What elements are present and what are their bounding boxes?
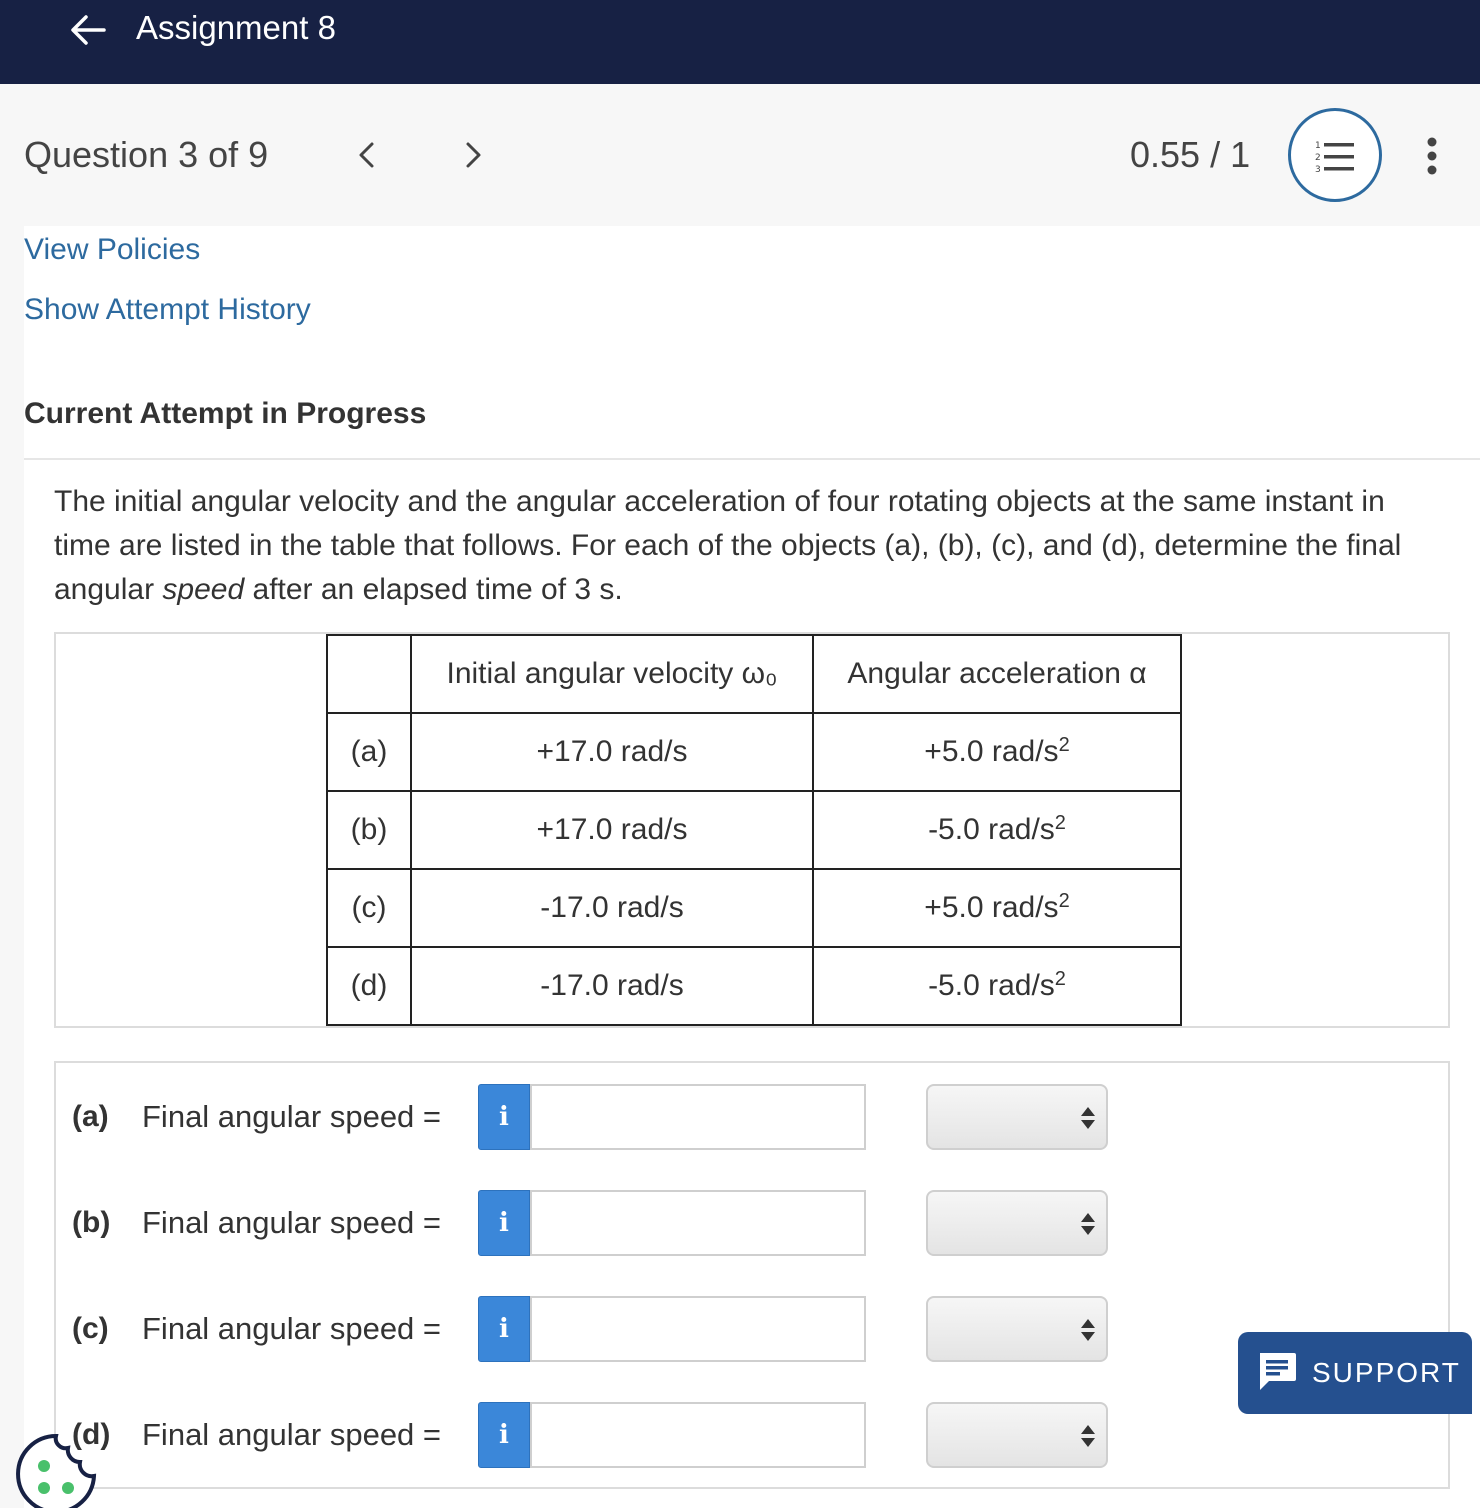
answer-input-c[interactable] xyxy=(530,1296,866,1362)
acceleration-exponent: 2 xyxy=(1058,890,1070,912)
left-gutter xyxy=(0,226,24,1508)
acceleration-cell xyxy=(813,791,1181,869)
svg-text:3: 3 xyxy=(1315,165,1321,175)
acceleration-exponent: 2 xyxy=(1054,812,1066,834)
initial-velocity-cell: -17.0 rad/s xyxy=(411,947,813,1025)
initial-velocity-cell: +17.0 rad/s xyxy=(411,791,813,869)
question-score: 0.55 / 1 xyxy=(1130,134,1251,175)
acceleration-value: -5.0 rad/s xyxy=(928,813,1055,846)
select-arrows-icon xyxy=(1080,1106,1096,1130)
svg-text:2: 2 xyxy=(1315,153,1321,163)
acceleration-value: +5.0 rad/s xyxy=(924,891,1059,924)
part-label: (a) xyxy=(72,1100,109,1133)
answer-input-d[interactable] xyxy=(530,1402,866,1468)
initial-velocity-cell: -17.0 rad/s xyxy=(411,869,813,947)
table-header-row xyxy=(327,635,1181,713)
table-row xyxy=(327,869,1181,947)
question-counter: Question 3 of 9 xyxy=(24,134,269,175)
cookie-settings-icon[interactable] xyxy=(14,1432,100,1508)
data-table-container xyxy=(54,632,1450,1028)
more-options-icon[interactable] xyxy=(1418,136,1446,176)
row-label: (a) xyxy=(327,713,411,791)
select-arrows-icon xyxy=(1080,1212,1096,1236)
show-attempt-history-link[interactable]: Show Attempt History xyxy=(24,293,311,326)
answer-input-b[interactable] xyxy=(530,1190,866,1256)
data-table xyxy=(326,634,1182,1026)
part-label: (b) xyxy=(72,1206,111,1239)
next-question-icon[interactable] xyxy=(456,138,490,172)
row-label: (b) xyxy=(327,791,411,869)
row-label: (c) xyxy=(327,869,411,947)
info-button[interactable]: i xyxy=(478,1190,530,1256)
unit-select-d[interactable] xyxy=(926,1402,1108,1468)
table-row xyxy=(327,791,1181,869)
question-text xyxy=(54,480,1444,612)
table-header-cell: Angular acceleration α xyxy=(813,635,1181,713)
part-label: (c) xyxy=(72,1312,109,1345)
acceleration-cell xyxy=(813,713,1181,791)
answer-label: Final angular speed = xyxy=(142,1311,442,1346)
answer-label: Final angular speed = xyxy=(142,1099,442,1134)
answer-label: Final angular speed = xyxy=(142,1205,442,1240)
table-row xyxy=(327,947,1181,1025)
section-divider xyxy=(24,458,1480,460)
info-button[interactable]: i xyxy=(478,1296,530,1362)
question-nav-bar xyxy=(0,84,1480,226)
answer-section xyxy=(54,1061,1450,1489)
acceleration-exponent: 2 xyxy=(1058,734,1070,756)
info-button[interactable]: i xyxy=(478,1084,530,1150)
part-label: (d) xyxy=(72,1418,111,1451)
question-text-after: after an elapsed time of 3 s. xyxy=(244,573,623,606)
acceleration-cell xyxy=(813,869,1181,947)
svg-text:1: 1 xyxy=(1315,141,1321,151)
answer-input-a[interactable] xyxy=(530,1084,866,1150)
question-text-before: The initial angular velocity and the angular acceleration of four rotating objects at the same instant in time are listed in the table that follows. For each of the objects (a), (b), (c), and (d), determine the final angular xyxy=(54,485,1402,606)
support-label: SUPPORT xyxy=(1312,1357,1461,1388)
view-policies-link[interactable]: View Policies xyxy=(24,233,201,266)
acceleration-value: -5.0 rad/s xyxy=(928,969,1055,1002)
previous-question-icon[interactable] xyxy=(350,138,384,172)
attempt-heading: Current Attempt in Progress xyxy=(24,397,427,430)
unit-select-a[interactable] xyxy=(926,1084,1108,1150)
select-arrows-icon xyxy=(1080,1318,1096,1342)
answer-row-a xyxy=(56,1084,1452,1150)
back-arrow-icon[interactable] xyxy=(66,8,110,52)
unit-select-c[interactable] xyxy=(926,1296,1108,1362)
table-header-cell: Initial angular velocity ω₀ xyxy=(411,635,813,713)
table-header-cell xyxy=(327,635,411,713)
select-arrows-icon xyxy=(1080,1424,1096,1448)
question-list-button[interactable] xyxy=(1288,108,1382,202)
unit-select-b[interactable] xyxy=(926,1190,1108,1256)
question-emphasis: speed xyxy=(162,573,245,606)
answer-row-b xyxy=(56,1190,1452,1256)
info-button[interactable]: i xyxy=(478,1402,530,1468)
acceleration-value: +5.0 rad/s xyxy=(924,735,1059,768)
row-label: (d) xyxy=(327,947,411,1025)
support-button[interactable] xyxy=(1238,1332,1472,1414)
initial-velocity-cell: +17.0 rad/s xyxy=(411,713,813,791)
chat-icon xyxy=(1256,1350,1298,1399)
answer-label: Final angular speed = xyxy=(142,1417,442,1452)
table-row xyxy=(327,713,1181,791)
acceleration-cell xyxy=(813,947,1181,1025)
top-header xyxy=(0,0,1480,84)
assignment-title: Assignment 8 xyxy=(136,9,336,46)
numbered-list-icon xyxy=(1315,139,1357,175)
acceleration-exponent: 2 xyxy=(1054,968,1066,990)
